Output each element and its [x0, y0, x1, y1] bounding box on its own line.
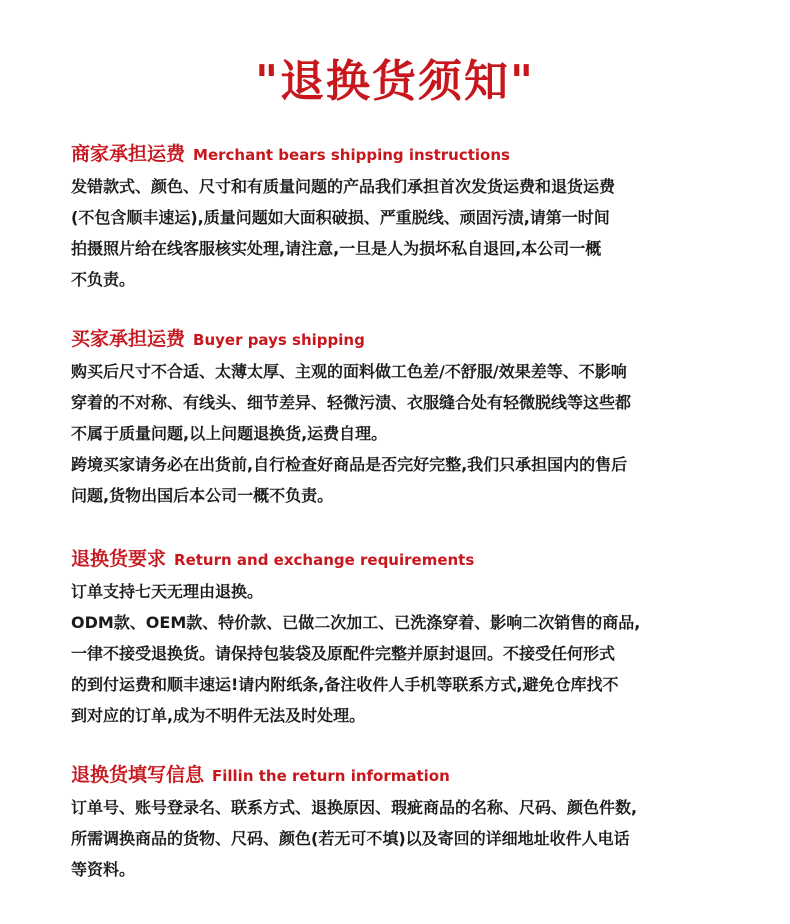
heading-english: Fillin the return information [212, 767, 450, 785]
paragraph-line: 拍摄照片给在线客服核实处理,请注意,一旦是人为损坏私自退回,本公司一概 [71, 239, 602, 258]
paragraph-line: 所需调换商品的货物、尺码、颜色(若无可不填)以及寄回的详细地址收件人电话 [71, 829, 630, 848]
paragraph-line: 到对应的订单,成为不明件无法及时处理。 [71, 706, 366, 725]
paragraph-line: 问题,货物出国后本公司一概不负责。 [71, 486, 334, 505]
section-heading [71, 326, 731, 352]
paragraph-line: 订单号、账号登录名、联系方式、退换原因、瑕疵商品的名称、尺码、颜色件数, [71, 798, 638, 817]
heading-chinese: 退换货填写信息 [71, 764, 205, 786]
heading-english: Merchant bears shipping instructions [193, 146, 510, 164]
paragraph-line: 订单支持七天无理由退换。 [71, 582, 264, 601]
paragraph-line: 等资料。 [71, 860, 136, 879]
paragraph-line: ODM款、OEM款、特价款、已做二次加工、已洗涤穿着、影响二次销售的商品, [71, 613, 641, 632]
paragraph-line: 不负责。 [71, 270, 136, 289]
heading-english: Buyer pays shipping [193, 331, 365, 349]
paragraph-line: 跨境买家请务必在出货前,自行检查好商品是否完好完整,我们只承担国内的售后 [71, 455, 628, 474]
paragraph-line: 的到付运费和顺丰速运!请内附纸条,备注收件人手机等联系方式,避免仓库找不 [71, 675, 619, 694]
paragraph-line: 穿着的不对称、有线头、细节差异、轻微污渍、衣服缝合处有轻微脱线等这些都 [71, 393, 632, 412]
paragraph-line: 发错款式、颜色、尺寸和有质量问题的产品我们承担首次发货运费和退货运费 [71, 177, 616, 196]
section-return-information [71, 762, 731, 885]
section-heading [71, 141, 731, 167]
section-buyer-shipping [71, 326, 731, 511]
section-merchant-shipping [71, 141, 731, 295]
paragraph-line: 购买后尺寸不合适、太薄太厚、主观的面料做工色差/不舒服/效果差等、不影响 [71, 362, 627, 381]
paragraph-line: (不包含顺丰速运),质量问题如大面积破损、严重脱线、顽固污渍,请第一时间 [71, 208, 610, 227]
section-heading [71, 546, 731, 572]
heading-english: Return and exchange requirements [174, 551, 475, 569]
paragraph-line: 不属于质量问题,以上问题退换货,运费自理。 [71, 424, 388, 443]
section-return-requirements [71, 546, 731, 731]
heading-chinese: 买家承担运费 [71, 328, 186, 350]
page-title: "退换货须知" [255, 56, 535, 107]
section-heading [71, 762, 731, 788]
paragraph-line: 一律不接受退换货。请保持包装袋及原配件完整并原封退回。不接受任何形式 [71, 644, 616, 663]
heading-chinese: 退换货要求 [71, 548, 167, 570]
heading-chinese: 商家承担运费 [71, 143, 186, 165]
